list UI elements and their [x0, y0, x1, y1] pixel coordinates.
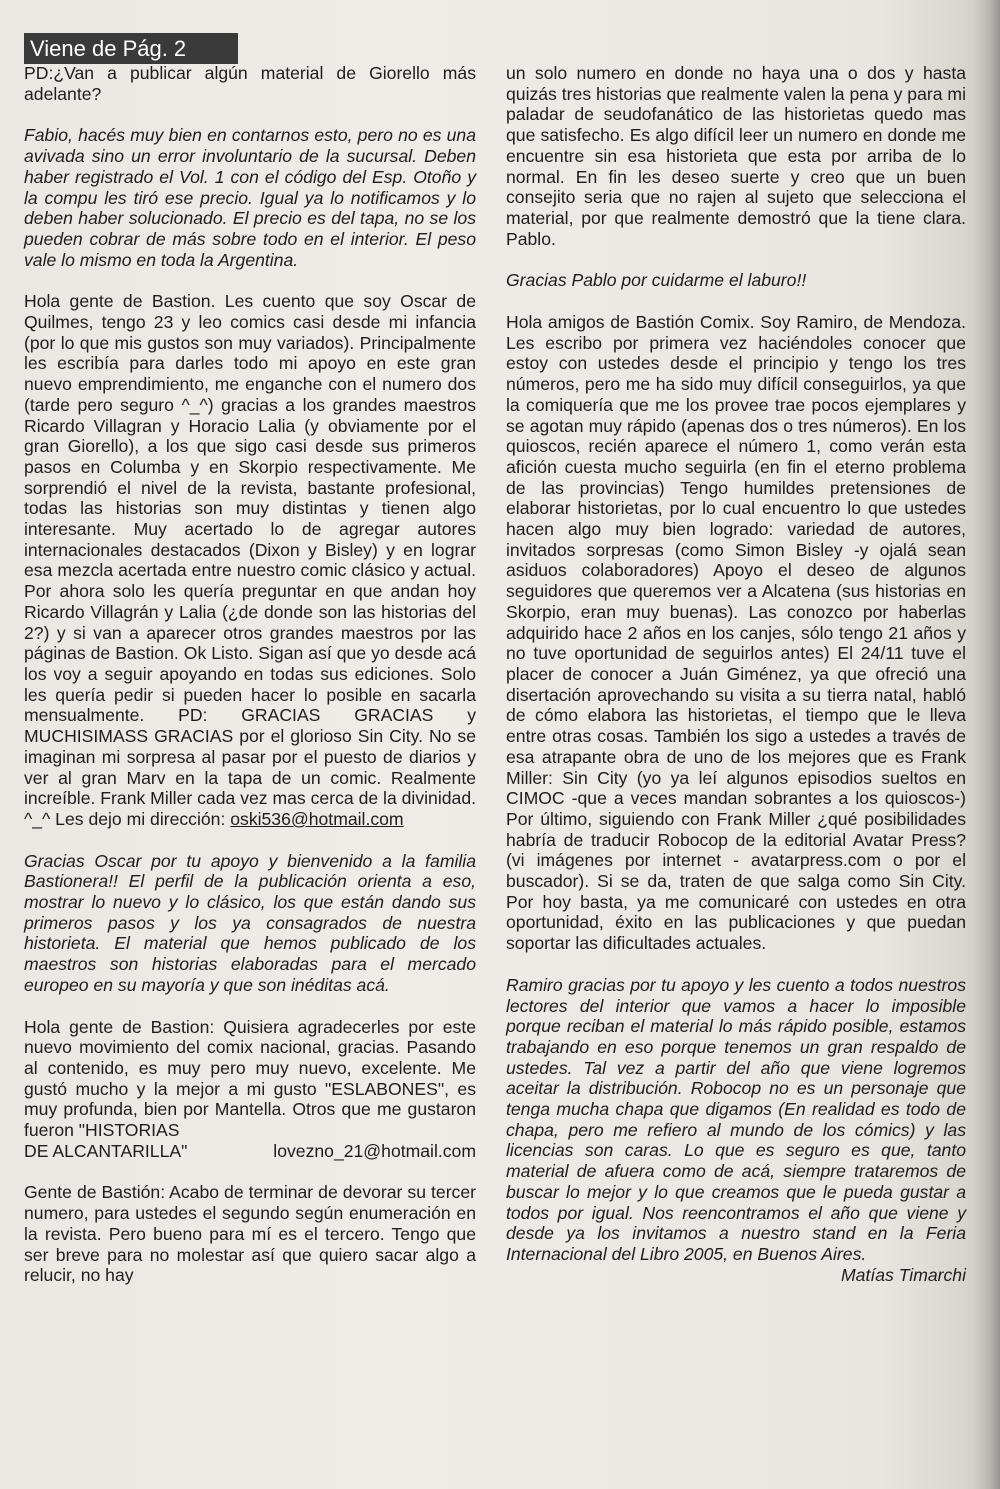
reply-ramiro: Ramiro gracias por tu apoyo y les cuento a todos nuestros lectores del interior que vamos a hacer lo imposible porque reciban el material lo más rápido posible, estamos trabajando en eso porque tenemos un gran respaldo de ustedes. Tal vez a partir del año que viene logremos aceitar la distribución. Robocop no es un personaje que tenga mucha chapa que digamos (En realidad es todo de chapa, pero me refiero al mundo de los cómics) y las licencias son caras. Lo que es seguro es que, tanto material de afuera como de acá, siempre trataremos de buscar lo mejor y lo que creamos que le pueda gustar a todos por igual. Nos reencontramos el año que viene y desde ya los invitamos a nuestro stand en la Feria Internacional del Libro 2005, en Buenos Aires. [506, 974, 966, 1264]
letter-pablo-start: Gente de Bastión: Acabo de terminar de devorar su tercer numero, para ustedes el segundo según enumeración en la revista. Pero bueno para mí es el tercero. Tengo que ser breve para no molestar así que quiero sacar algo a relucir, no hay [24, 1182, 476, 1286]
letter-eslabones-signoff [24, 1141, 476, 1162]
letter-eslabones-last-line: DE ALCANTARILLA" [24, 1140, 188, 1161]
letter-eslabones: Hola gente de Bastion: Quisiera agradecerles por este nuevo movimiento del comix nacional, gracias. Pasando al contenido, es muy pero muy nuevo, excelente. Me gustó mucho y la mejor a mi gusto "ESLABONES", es muy profunda, bien por Mantella. Otros que me gustaron fueron "HISTORIAS [24, 1016, 476, 1141]
letter-question-giorello: PD:¿Van a publicar algún material de Giorello más adelante? [24, 63, 476, 104]
reply-fabio: Fabio, hacés muy bien en contarnos esto, pero no es una avivada sino un error involuntario de la sucursal. Deben haber registrado el Vol. 1 con el código del Esp. Otoño y la compu les tiró ese precio. Igual ya lo notificamos y lo deben haber solucionado. El precio es del tapa, no se los pueden cobrar de más sobre todo en el interior. El peso vale lo mismo en toda la Argentina. [24, 125, 476, 270]
page-edge-shadow [974, 0, 1000, 1489]
lovezno-email[interactable]: lovezno_21@hotmail.com [273, 1140, 476, 1161]
left-column [24, 63, 476, 1286]
oscar-email-link[interactable]: oski536@hotmail.com [230, 808, 404, 829]
reply-oscar: Gracias Oscar por tu apoyo y bienvenido a la familia Bastionera!! El perfil de la publicación orienta a eso, mostrar lo nuevo y lo clásico, los que están dando sus primeros pasos y los ya consagrados de nuestra historieta. El material que hemos publicado de los maestros son historias elaboradas para el mercado europeo en su mayoría y que son inéditas acá. [24, 850, 476, 995]
letter-oscar [24, 291, 476, 829]
continued-banner: Viene de Pág. 2 [24, 33, 238, 64]
letter-ramiro: Hola amigos de Bastión Comix. Soy Ramiro, de Mendoza. Les escribo por primera vez haciéndoles conocer que estoy con ustedes desde el principio y tengo los tres números, pero me ha sido muy difícil conseguirlos, ya que la comiquería que me los provee trae pocos ejemplares y se agotan muy rápido (apenas dos o tres números). En los quioscos, recién aparece el número 1, como verán esta afición cuesta mucho seguirla (en fin el eterno problema de las provincias) Tengo humildes pretensiones de elaborar historietas, por lo cual encuentro lo que ustedes hacen algo muy bien logrado: variedad de autores, invitados sorpresas (como Simon Bisley -y ojalá sean asiduos colaboradores) Apoyo el deseo de algunos seguidores que queremos ver a Alcatena (sus historias en Skorpio, eran muy buenas). Las conozco por haberlas adquirido hace 2 años en los canjes, sólo tengo 21 años y no tuve oportunidad de seguirlos antes) El 24/11 tuve el placer de conocer a Juán Giménez, ya que ofreció una disertación aprovechando su visita a su tierra natal, habló de cómo elabora las historietas, el tiempo que le lleva entre otras cosas. También los sigo a ustedes a través de esa atrapante obra de uno de los mejores que es Frank Miller: Sin City (yo ya leí algunos episodios sueltos en CIMOC -que a veces mandan sobrantes a los quioscos-) Por último, siguiendo con Frank Miller ¿qué posibilidades habría de traducir Robocop de la editorial Avatar Press? (vi imágenes por internet - avatarpress.com o por el buscador). Si se da, traten de que salga como Sin City. Por hoy basta, ya me comunicaré con ustedes en otra oportunidad, éxito en las publicaciones y que puedan soportar las dificultades actuales. [506, 312, 966, 954]
signature: Matías Timarchi [841, 1264, 966, 1285]
right-column [506, 63, 966, 1285]
letter-oscar-text: Hola gente de Bastion. Les cuento que soy Oscar de Quilmes, tengo 23 y leo comics casi desde mi infancia (por lo que mis gustos son muy variados). Principalmente les escribía para darles todo mi apoyo en este gran nuevo emprendimiento, me enganche con el numero dos (tarde pero seguro ^_^) gracias a los grandes maestros Ricardo Villagran y Horacio Lalia (y obviamente por el gran Giorello), a los que sigo casi desde sus primeros pasos en Columba y en Skorpio respectivamente. Me sorprendió el nivel de la revista, bastante profesional, todas las historias son muy distintas y tienen algo interesante. Muy acertado lo de agregar autores internacionales destacados (Dixon y Bisley) y en lograr esa mezcla acertada entre nuestro comic clásico y actual. Por ahora solo les quería preguntar en que andan hoy Ricardo Villagrán y Lalia (¿de donde son las historias del 2?) y si van a aparecer otros grandes maestros por las páginas de Bastion. Ok Listo. Sigan así que yo desde acá los voy a seguir apoyando en todas sus ediciones. Solo les quería pedir si pueden hacer lo posible en sacarla mensualmente. PD: GRACIAS GRACIAS y MUCHISIMASS GRACIAS por el glorioso Sin City. No se imaginan mi sorpresa al pasar por el puesto de diarios y ver al gran Marv en la tapa de un comic. Realmente increíble. Frank Miller cada vez mas cerca de la divinidad. ^_^ Les dejo mi dirección: [24, 291, 476, 829]
reply-pablo: Gracias Pablo por cuidarme el laburo!! [506, 270, 807, 291]
letter-pablo-end: un solo numero en donde no haya una o dos y hasta quizás tres historias que realmente valen la pena y para mi paladar de seudofanático de las historietas quedo mas que satisfecho. Es algo difícil leer un numero en donde me encuentre sin esa historieta que esta por arriba de lo normal. En fin les deseo suerte y creo que un buen consejito seria que no rajen al sujeto que selecciona el material, por que realmente demostró que la tiene clara. Pablo. [506, 63, 966, 249]
